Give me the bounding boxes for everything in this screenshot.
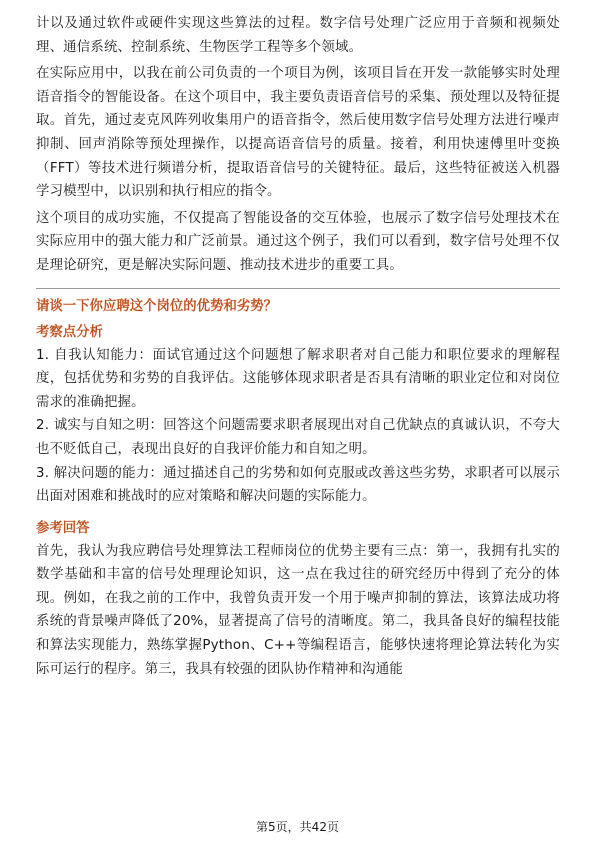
analysis-item-1: 1. 自我认知能力：面试官通过这个问题想了解求职者对自己能力和职位要求的理解程度，包括优势和劣势的自我评估。这能够体现求职者是否具有清晰的职业定位和对岗位需求的准确把握。 [36, 347, 560, 410]
intro-paragraph-1: 计以及通过软件或硬件实现这些算法的过程。数字信号处理广泛应用于音频和视频处理、通信系统、控制系统、生物医学工程等多个领域。 [36, 16, 560, 55]
analysis-title: 考察点分析 [36, 324, 103, 340]
interview-question: 请谈一下你应聘这个岗位的优势和劣势？ [36, 298, 278, 314]
page-footer: 第5页，共42页 [256, 820, 339, 834]
analysis-item-2: 2. 诚实与自知之明：回答这个问题需要求职者展现出对自己优缺点的真诚认识，不夸大也不贬低自己，表现出良好的自我评价能力和自知之明。 [36, 418, 560, 457]
answer-text: 首先，我认为我应聘信号处理算法工程师岗位的优势主要有三点：第一，我拥有扎实的数学基础和丰富的信号处理理论知识，这一点在我过往的研究经历中得到了充分的体现。例如，在我之前的工作中，我曾负责开发一个用于噪声抑制的算法，该算法成功将系统的背景噪声降低了20%，显著提高了信号的清晰度。第二，我具备良好的编程技能和算法实现能力，熟练掌握Python、C++等编程语言，能够快速将理论算法转化为实际可运行的程序。第三，我具有较强的团队协作精神和沟通能 [36, 543, 560, 677]
page-content [36, 12, 560, 681]
answer-title: 参考回答 [36, 520, 90, 536]
analysis-item-3: 3. 解决问题的能力：通过描述自己的劣势和如何克服或改善这些劣势，求职者可以展示出面对困难和挑战时的应对策略和解决问题的实际能力。 [36, 465, 560, 505]
intro-paragraph-3: 这个项目的成功实施，不仅提高了智能设备的交互体验，也展示了数字信号处理技术在实际应用中的强大能力和广泛前景。通过这个例子，我们可以看到，数字信号处理不仅是理论研究，更是解决实际问题、推动技术进步的重要工具。 [36, 210, 560, 273]
spacer [36, 509, 560, 515]
section-divider [36, 288, 560, 289]
intro-paragraph-2: 在实际应用中，以我在前公司负责的一个项目为例，该项目旨在开发一款能够实时处理语音指令的智能设备。在这个项目中，我主要负责语音信号的采集、预处理以及特征提取。首先，通过麦克风阵列收集用户的语音指令，然后使用数字信号处理方法进行噪声抑制、回声消除等预处理操作，以提高语音信号的质量。接着，利用快速傅里叶变换（FFT）等技术进行频谱分析，提取语音信号的关键特征。最后，这些特征被送入机器学习模型中，以识别和执行相应的指令。 [36, 66, 560, 200]
